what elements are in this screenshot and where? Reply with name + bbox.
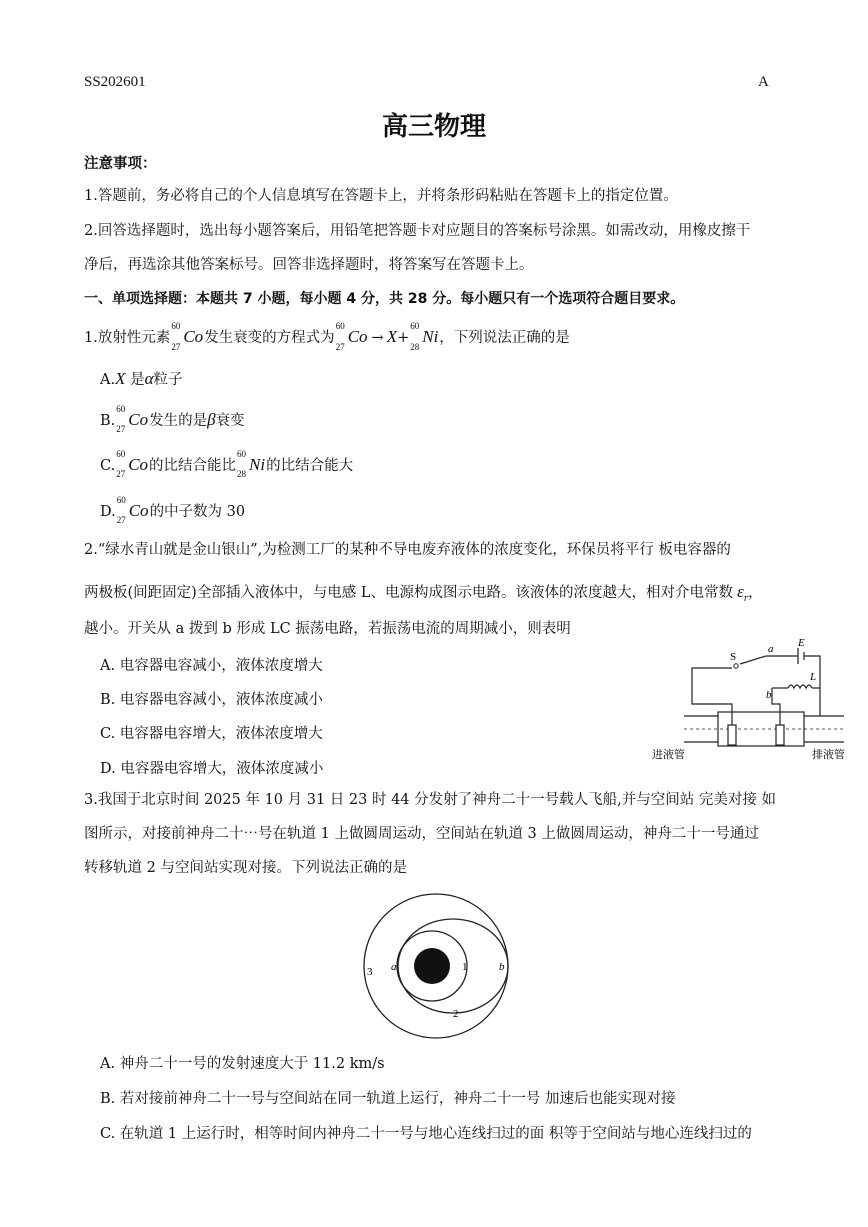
q1-option-b: B. 60 27 Co发生的是β衰变 bbox=[100, 404, 245, 434]
q2-stem-line-2: 两极板(间距固定)全部插入液体中，与电感 L、电源构成图示电路。该液体的浓度越大，相对介电常数 $\varepsilon_r$， bbox=[84, 582, 763, 604]
q3-stem-line-3: 转移轨道 2 与空间站实现对接。下列说法正确的是 bbox=[84, 860, 407, 876]
label-inlet: 进液管 bbox=[652, 748, 685, 760]
label-l: L bbox=[810, 671, 817, 683]
earth-icon bbox=[414, 948, 450, 984]
orbit-label-1: 1 bbox=[462, 961, 468, 973]
notice-item-2: 2.回答选择题时，选出每小题答案后，用铅笔把答题卡对应题目的答案标号涂黑。如需改动，用橡皮擦干 bbox=[84, 223, 751, 239]
q1-stem-prefix: 1.放射性元素 bbox=[84, 330, 171, 346]
q3-option-a: A. 神舟二十一号的发射速度大于 11.2 km/s bbox=[100, 1056, 385, 1072]
notice-item-1: 1.答题前，务必将自己的个人信息填写在答题卡上，并将条形码粘贴在答题卡上的指定位置。 bbox=[84, 188, 678, 204]
q1-option-d: D. 60 27 Co的中子数为 30 bbox=[100, 495, 246, 525]
page-title: 高三物理 bbox=[381, 112, 486, 142]
particle-x: X bbox=[386, 327, 398, 346]
lc-circuit-diagram bbox=[648, 636, 853, 760]
q1-stem-suffix: ，下列说法正确的是 bbox=[439, 330, 570, 346]
q1-stem bbox=[84, 321, 570, 352]
nuclide-ni: 60 28 Ni bbox=[410, 321, 439, 352]
nuclide-co: 60 27 Co bbox=[335, 321, 368, 352]
orbit-label-3: 3 bbox=[367, 966, 373, 978]
q1-option-c: C. 60 27 Co的比结合能比 60 28 Ni的比结合能大 bbox=[100, 449, 354, 479]
q2-option-c: C. 电容器电容增大，液体浓度增大 bbox=[100, 726, 323, 742]
nuclide-co: 60 27 Co bbox=[171, 321, 204, 352]
plus-symbol: + bbox=[397, 330, 410, 346]
q1-option-a: A.X 是α粒子 bbox=[100, 369, 183, 388]
label-s: S bbox=[730, 651, 737, 663]
orbit-label-2: 2 bbox=[453, 1008, 459, 1020]
q3-option-b: B. 若对接前神舟二十一号与空间站在同一轨道上运行，神舟二十一号 加速后也能实现对接 bbox=[100, 1091, 676, 1107]
q2-option-d: D. 电容器电容增大，液体浓度减小 bbox=[100, 761, 324, 777]
q2-stem-line-3: 越小。开关从 a 拨到 b 形成 LC 振荡电路，若振荡电流的周期减小，则表明 bbox=[84, 621, 571, 637]
q2-option-b: B. 电容器电容减小，液体浓度减小 bbox=[100, 692, 323, 708]
q1-stem-mid: 发生衰变的方程式为 bbox=[204, 330, 335, 346]
exam-version: A bbox=[758, 74, 769, 90]
section-heading: 一、单项选择题：本题共 7 小题，每小题 4 分，共 28 分。每小题只有一个选项符合题目要求。 bbox=[84, 291, 685, 307]
q3-option-c: C. 在轨道 1 上运行时，相等时间内神舟二十一号与地心连线扫过的面 积等于空间站与地心连线扫过的 bbox=[100, 1126, 752, 1142]
q2-stem-line-1: 2.“绿水青山就是金山银山”,为检测工厂的某种不导电废弃液体的浓度变化，环保员将平行 板电容器的 bbox=[84, 542, 731, 558]
arrow-symbol: → bbox=[371, 330, 384, 346]
label-outlet: 排液管 bbox=[812, 748, 845, 760]
label-e: E bbox=[798, 637, 805, 649]
exam-code: SS202601 bbox=[84, 74, 146, 90]
label-a: a bbox=[768, 643, 774, 655]
notice-heading: 注意事项： bbox=[84, 156, 157, 172]
q3-stem-line-2: 图所示，对接前神舟二十⋯号在轨道 1 上做圆周运动，空间站在轨道 3 上做圆周运动，神舟二十一号通过 bbox=[84, 826, 759, 842]
point-b-label: b bbox=[499, 961, 505, 973]
epsilon-symbol: ε bbox=[737, 582, 744, 601]
orbit-diagram bbox=[356, 893, 516, 1045]
q2-option-a: A. 电容器电容减小，液体浓度增大 bbox=[100, 658, 323, 674]
q3-stem-line-1: 3.我国于北京时间 2025 年 10 月 31 日 23 时 44 分发射了神舟二十一号载人飞船,并与空间站 完美对接 如 bbox=[84, 792, 776, 808]
point-a-label: a bbox=[391, 961, 397, 973]
notice-item-2-cont: 净后，再选涂其他答案标号。回答非选择题时，将答案写在答题卡上。 bbox=[84, 257, 534, 273]
label-b: b bbox=[766, 689, 772, 701]
